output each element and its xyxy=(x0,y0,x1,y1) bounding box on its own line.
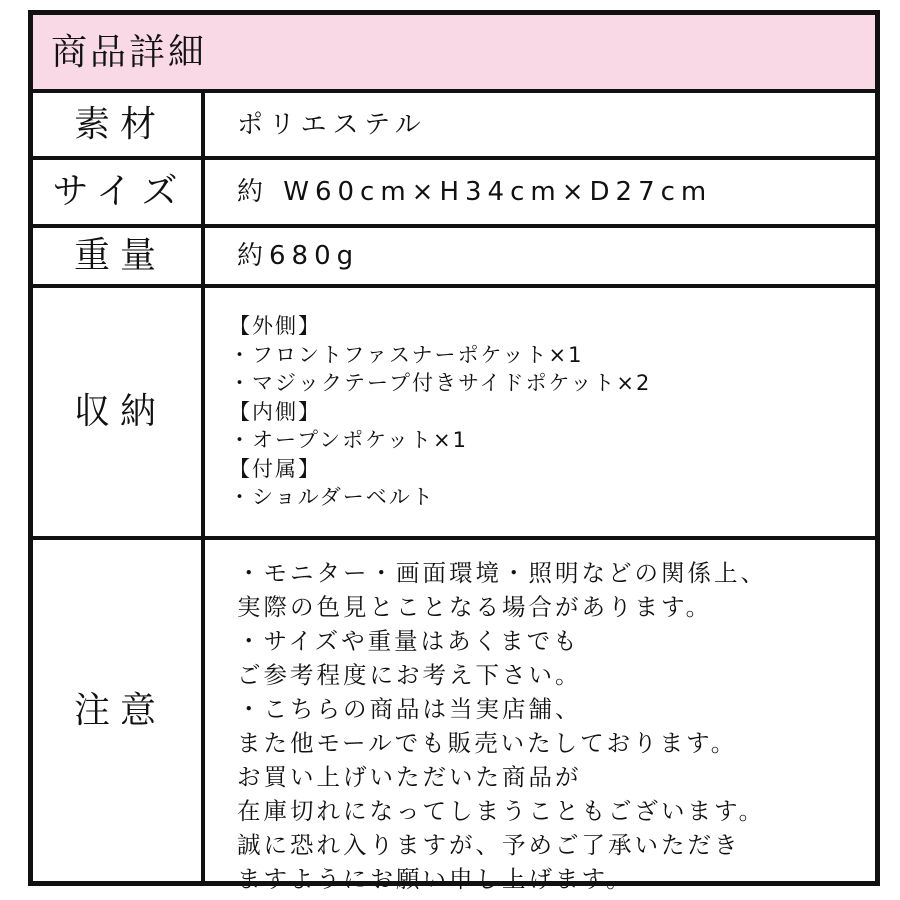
notes-line: ・こちらの商品は当実店舗、 xyxy=(237,695,582,723)
notes-line: ・サイズや重量はあくまでも xyxy=(237,627,580,655)
storage-line: ・オープンポケット×1 xyxy=(229,428,469,452)
storage-line: 【外側】 xyxy=(229,314,321,338)
value-material: ポリエステル xyxy=(237,109,427,140)
storage-list xyxy=(229,312,651,512)
label-cell-size xyxy=(33,160,205,224)
label-cell-material xyxy=(33,93,205,156)
row-notes xyxy=(33,540,875,893)
row-size xyxy=(33,160,875,228)
value-cell-notes xyxy=(205,540,875,893)
title-bar xyxy=(33,15,875,93)
storage-line: ・マジックテープ付きサイドポケット×2 xyxy=(229,371,652,395)
label-cell-weight xyxy=(33,228,205,284)
row-material xyxy=(33,93,875,160)
label-material: 素材 xyxy=(73,103,166,145)
label-cell-storage xyxy=(33,288,205,536)
notes-line: ますようにお願い申し上げます。 xyxy=(237,865,633,893)
row-weight xyxy=(33,228,875,288)
value-cell-size xyxy=(205,160,875,224)
notes-line: ご参考程度にお考え下さい。 xyxy=(237,661,582,689)
label-notes: 注意 xyxy=(73,689,166,731)
notes-line: また他モールでも販売いたしております。 xyxy=(237,729,738,757)
storage-line: 【付属】 xyxy=(229,456,321,481)
label-cell-notes xyxy=(33,540,205,881)
notes-line: 誠に恐れ入りますが、予めご了承いただき xyxy=(237,831,741,859)
label-weight: 重量 xyxy=(73,235,166,276)
product-details-table xyxy=(28,10,880,893)
storage-line: ・ショルダーベルト xyxy=(229,485,435,509)
storage-line: 【内側】 xyxy=(229,399,321,424)
value-size: 約 W60cm×H34cm×D27cm xyxy=(237,177,713,207)
value-cell-weight xyxy=(205,228,875,284)
label-storage: 収納 xyxy=(73,391,166,432)
page-title: 商品詳細 xyxy=(51,32,208,73)
label-size: サイズ xyxy=(52,171,188,212)
storage-line: ・フロントファスナーポケット×1 xyxy=(229,342,584,367)
row-storage xyxy=(33,288,875,540)
notes-line: 実際の色見とことなる場合があります。 xyxy=(237,593,713,621)
notes-line: 在庫切れになってしまうこともございます。 xyxy=(237,797,766,825)
value-cell-material xyxy=(205,93,875,156)
value-cell-storage xyxy=(205,288,875,536)
notes-line: お買い上げいただいた商品が xyxy=(237,763,582,791)
notes-line: ・モニター・画面環境・照明などの関係上、 xyxy=(237,559,767,587)
value-weight: 約680g xyxy=(237,241,360,271)
notes-list xyxy=(237,556,767,896)
